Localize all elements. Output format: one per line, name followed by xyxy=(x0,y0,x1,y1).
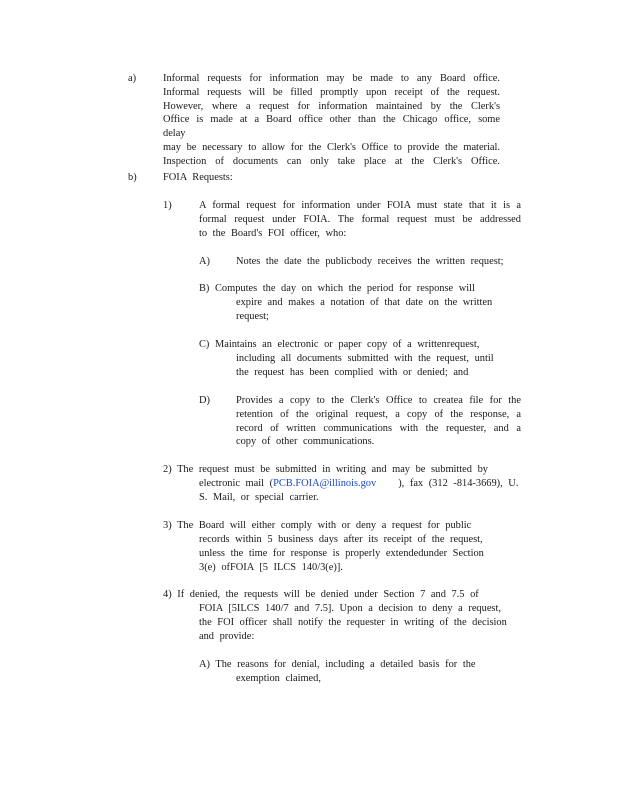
item-3-first: The Board will either comply with or deny a request for public xyxy=(177,520,472,531)
item-4-line: FOIA [5ILCS 140/7 and 7.5]. Upon a decision to deny a request, xyxy=(199,603,501,614)
item-1-sub-c-marker: C) xyxy=(199,339,210,350)
item-3-line: 3(e) ofFOIA [5 ILCS 140/3(e)]. xyxy=(199,561,343,573)
item-1-sub-c-first-line xyxy=(199,338,479,352)
section-a-line: Inspection of documents can only take place at the Clerk's Office. xyxy=(163,155,500,167)
section-a-line: Office is made at a Board office other than the Chicago office, some delay xyxy=(163,114,500,140)
item-4-continuation xyxy=(199,602,507,643)
item-1-sub-d-line: retention of the original request, a copy of the response, a xyxy=(236,408,521,420)
item-3-line: unless the time for response is properly extendedunder Section xyxy=(199,547,484,559)
item-3-line: records within 5 business days after its receipt of the request, xyxy=(199,534,483,545)
item-1-sub-c-line: including all documents submitted with the request, until xyxy=(236,353,494,364)
item-2-marker: 2) xyxy=(163,464,172,475)
item-4-line: the FOI officer shall notify the requester in writing of the decision xyxy=(199,616,507,628)
item-1-sub-b-first-line xyxy=(199,282,475,296)
item-1-sub-a-marker: A) xyxy=(199,256,210,267)
item-3-continuation xyxy=(199,533,484,574)
item-4-first-line xyxy=(163,588,479,602)
item-4-sub-a-marker: A) xyxy=(199,659,210,670)
item-2-first: The request must be submitted in writing and may be submitted by xyxy=(177,464,488,475)
item-2-line-3: S. Mail, or special carrier. xyxy=(199,492,319,503)
item-1-sub-b-first: Computes the day on which the period for response will xyxy=(215,283,475,294)
item-1-paragraph xyxy=(199,199,521,227)
item-2-line-2-after: ), fax (312 -814-3669), U. xyxy=(398,478,519,489)
item-1-sub-b-line: request; xyxy=(236,310,269,322)
item-1-sub-d-line: copy of other communications. xyxy=(236,436,375,447)
section-a-line: Informal requests will be filled promptly upon receipt of the request. xyxy=(163,86,500,98)
section-a-marker: a) xyxy=(128,73,137,84)
item-2-line-2 xyxy=(199,477,518,491)
item-4-sub-a-first-line xyxy=(199,658,476,672)
item-1-sub-a-text: Notes the date the publicbody receives the written request; xyxy=(236,256,504,267)
item-3-first-line xyxy=(163,519,471,533)
item-4-sub-a-line: exemption claimed, xyxy=(236,673,321,684)
item-4-sub-a-first: The reasons for denial, including a detailed basis for the xyxy=(215,659,476,670)
item-1-sub-d-line: Provides a copy to the Clerk's Office to createa file for the xyxy=(236,395,521,406)
item-1-sub-c-continuation xyxy=(236,352,494,380)
section-b-heading: FOIA Requests: xyxy=(163,172,233,183)
section-a-line: However, where a request for information maintained by the Clerk's xyxy=(163,100,500,112)
item-2-first-line xyxy=(163,463,488,477)
item-1-sub-b-line: expire and makes a notation of that date on the written xyxy=(236,297,493,308)
item-1-line: formal request under FOIA. The formal request must be addressed xyxy=(199,213,521,225)
item-1-sub-d-paragraph xyxy=(236,394,521,435)
item-1-sub-c-first: Maintains an electronic or paper copy of a writtenrequest, xyxy=(215,339,480,350)
item-1-line: A formal request for information under FOIA must state that it is a xyxy=(199,200,521,211)
section-b-marker: b) xyxy=(128,172,137,183)
item-1-marker: 1) xyxy=(163,200,172,211)
section-a-paragraph xyxy=(163,72,500,169)
foia-email-link[interactable]: PCB.FOIA@illinois.gov xyxy=(273,478,377,489)
item-1-sub-d-line: record of written communications with the requester, and a xyxy=(236,422,521,434)
item-1-line: to the Board's FOI officer, who: xyxy=(199,228,347,239)
item-1-sub-c-line: the request has been complied with or denied; and xyxy=(236,366,469,378)
item-1-sub-b-marker: B) xyxy=(199,283,210,294)
item-2-line-2-before: electronic mail ( xyxy=(199,478,274,489)
section-a-line: may be necessary to allow for the Clerk's Office to provide the material. xyxy=(163,141,500,153)
item-3-marker: 3) xyxy=(163,520,172,531)
item-4-first: If denied, the requests will be denied under Section 7 and 7.5 of xyxy=(177,589,479,600)
item-4-line: and provide: xyxy=(199,630,255,642)
item-1-sub-b-continuation xyxy=(236,296,492,324)
section-a-line: Informal requests for information may be made to any Board office. xyxy=(163,73,500,84)
item-1-sub-d-marker: D) xyxy=(199,395,210,406)
item-4-marker: 4) xyxy=(163,589,172,600)
